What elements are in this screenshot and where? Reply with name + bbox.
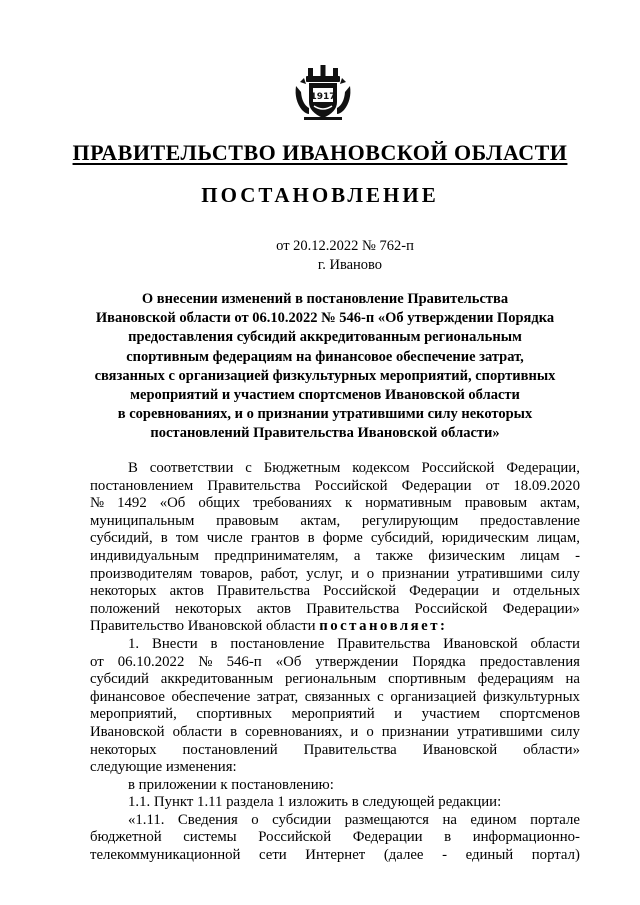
text-line: некоторых актов Правительства Российской Федерации и отдельных [90, 583, 580, 600]
heading-line: предоставления субсидий аккредитованным региональным [128, 329, 522, 346]
text-line: телекоммуникационной сети Интернет (далее - единый портал) [90, 847, 580, 864]
text-line: индивидуальным предпринимателям, а также физическим лицам - [90, 547, 580, 564]
text-line: положений некоторых актов Правительства Российской Федерации» [90, 600, 580, 617]
heading-line: спортивным федерациям на финансовое обеспечение затрат, [126, 348, 524, 365]
government-title: ПРАВИТЕЛЬСТВО ИВАНОВСКОЙ ОБЛАСТИ [72, 140, 568, 165]
clause-verb: постановляет: [319, 618, 448, 635]
document-type: ПОСТАНОВЛЕНИЕ [201, 183, 439, 207]
text-line: Ивановской области в соревнованиях, и о признании утратившими силу [90, 723, 580, 740]
text-line: мероприятий, спортивных мероприятий и участием спортсменов [90, 706, 580, 723]
text-line: муниципальным правовым актам, регулирующим предоставление [90, 512, 580, 529]
heading-line: Ивановской области от 06.10.2022 № 546-п «Об утверждении Порядка [95, 310, 555, 327]
text-line: от 06.10.2022 № 546-п «Об утверждении Порядка предоставления [90, 653, 580, 670]
text-line: № 1492 «Об общих требованиях к нормативным правовым актам, [90, 495, 580, 512]
document-city: г. Иваново [317, 257, 383, 273]
resolution-clause [90, 618, 580, 636]
text-line: 1. Внести в постановление Правительства Ивановской области [128, 635, 580, 652]
text-line: субсидий аккредитованным региональным спортивным федерациям на [90, 671, 580, 688]
text-line: в приложении к постановлению: [128, 776, 334, 793]
heading-line: мероприятий и участием спортсменов Ивановской области [130, 387, 520, 404]
text-line: постановлением Правительства Российской Федерации от 18.09.2020 [90, 477, 580, 494]
document-date-number: от 20.12.2022 № 762-п [276, 238, 414, 254]
coat-of-arms-icon [292, 62, 354, 124]
text-line: 1.1. Пункт 1.11 раздела 1 изложить в следующей редакции: [128, 794, 502, 811]
heading-line: О внесении изменений в постановление Правительства [141, 291, 509, 307]
svg-text:1917: 1917 [310, 92, 336, 102]
clause-prefix: Правительство Ивановской области [90, 618, 320, 635]
heading-line: в соревнованиях, и о признании утратившими силу некоторых [117, 406, 533, 423]
text-line: субсидий, в том числе грантов в форме субсидий, юридическим лицам, [90, 530, 580, 547]
document-body [90, 460, 580, 865]
text-line: следующие изменения: [90, 759, 237, 776]
text-line: производителям товаров, работ, услуг, и о признании утратившими силу [90, 565, 580, 582]
text-line: В соответствии с Бюджетным кодексом Российской Федерации, [128, 460, 580, 476]
text-line: некоторых постановлений Правительства Ивановской области» [90, 741, 580, 758]
text-line: финансовое обеспечение затрат, связанных с организацией физкультурных [90, 688, 580, 705]
text-line: бюджетной системы Российской Федерации в информационно- [90, 829, 580, 846]
text-line: «1.11. Сведения о субсидии размещаются на едином портале [128, 811, 580, 828]
resolution-heading [90, 290, 560, 444]
heading-line: постановлений Правительства Ивановской области» [150, 425, 500, 442]
heading-line: связанных с организацией физкультурных мероприятий, спортивных [94, 367, 556, 384]
